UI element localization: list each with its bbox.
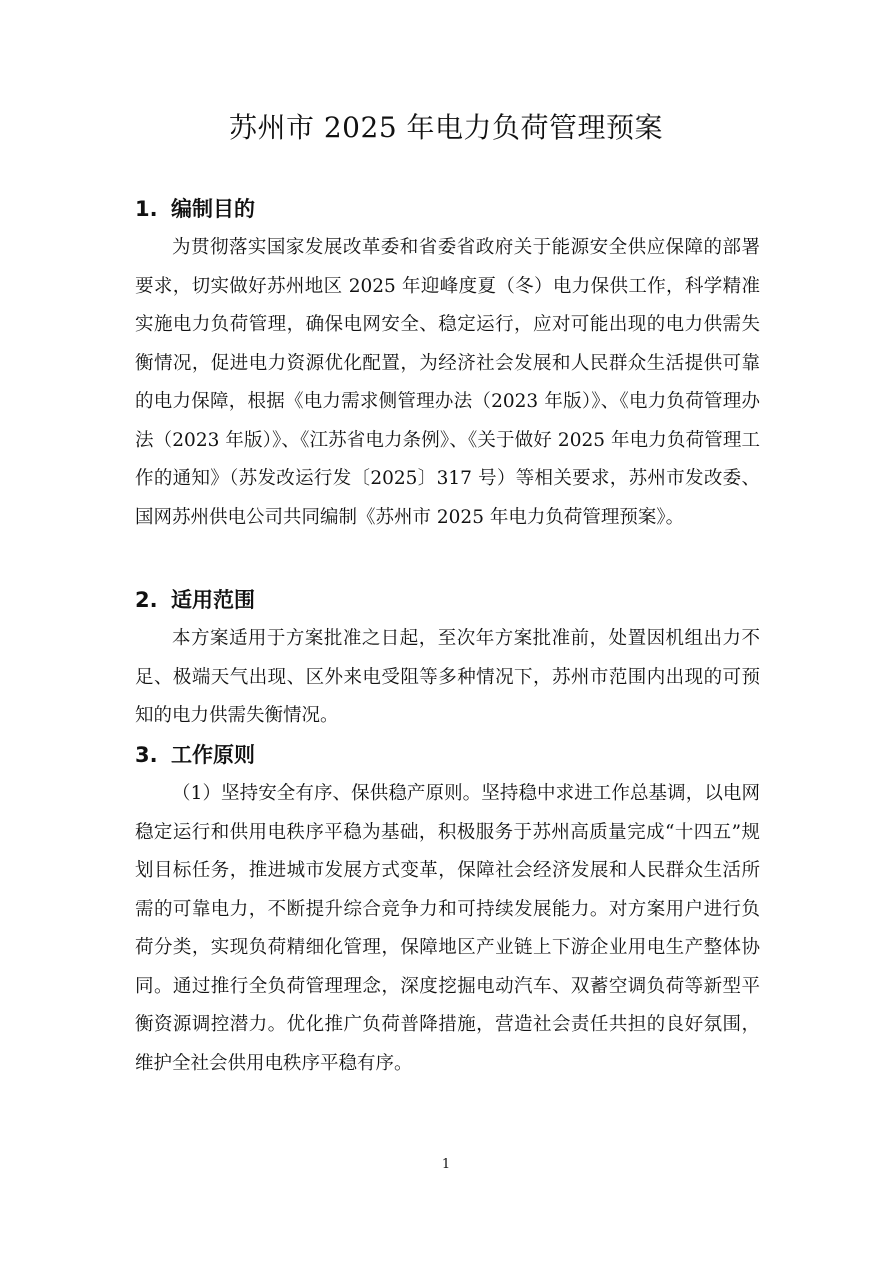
paragraph-scope: 本方案适用于方案批准之日起，至次年方案批准前，处置因机组出力不足、极端天气出现、区外来电受阻等多种情况下，苏州市范围内出现的可预知的电力供需失衡情况。 (135, 628, 760, 726)
section-title: 适用范围 (171, 588, 255, 612)
paragraph-principle-1: （1）坚持安全有序、保供稳产原则。坚持稳中求进工作总基调，以电网稳定运行和供用电秩序平稳为基础，积极服务于苏州高质量完成“十四五”规划目标任务，推进城市发展方式变革，保障社会经济发展和人民群众生活所需的可靠电力，不断提升综合竞争力和可持续发展能力。对方案用户进行负荷分类，实现负荷精细化管理，保障地区产业链上下游企业用电生产整体协同。通过推行全负荷管理理念，深度挖掘电动汽车、双蓄空调负荷等新型平衡资源调控潜力。优化推广负荷普降措施，营造社会责任共担的良好氛围，维护全社会供用电秩序平稳有序。 (135, 783, 760, 1074)
section-heading-purpose (135, 193, 775, 225)
section-number: 1. (135, 197, 158, 221)
section-heading-principles (135, 739, 775, 771)
page-number: 1 (441, 1157, 451, 1172)
section-title: 编制目的 (171, 197, 255, 221)
document-title: 苏州市 2025 年电力负荷管理预案 (228, 111, 664, 144)
paragraph-purpose: 为贯彻落实国家发展改革委和省委省政府关于能源安全供应保障的部署要求，切实做好苏州地区 2025 年迎峰度夏（冬）电力保供工作，科学精准实施电力负荷管理，确保电网安全、稳定运行，应对可能出现的电力供需失衡情况，促进电力资源优化配置，为经济社会发展和人民群众生活提供可靠的电力保障，根据《电力需求侧管理办法（2023 年版）》、《电力负荷管理办法（2023 年版）》、《江苏省电力条例》、《关于做好 2025 年电力负荷管理工作的通知》（苏发改运行发〔2025〕317 号）等相关要求，苏州市发改委、国网苏州供电公司共同编制《苏州市 2025 年电力负荷管理预案》。 (135, 237, 760, 528)
section-title: 工作原则 (171, 743, 255, 767)
section-number: 2. (135, 588, 158, 612)
section-number: 3. (135, 743, 158, 767)
section-heading-scope (135, 584, 775, 616)
